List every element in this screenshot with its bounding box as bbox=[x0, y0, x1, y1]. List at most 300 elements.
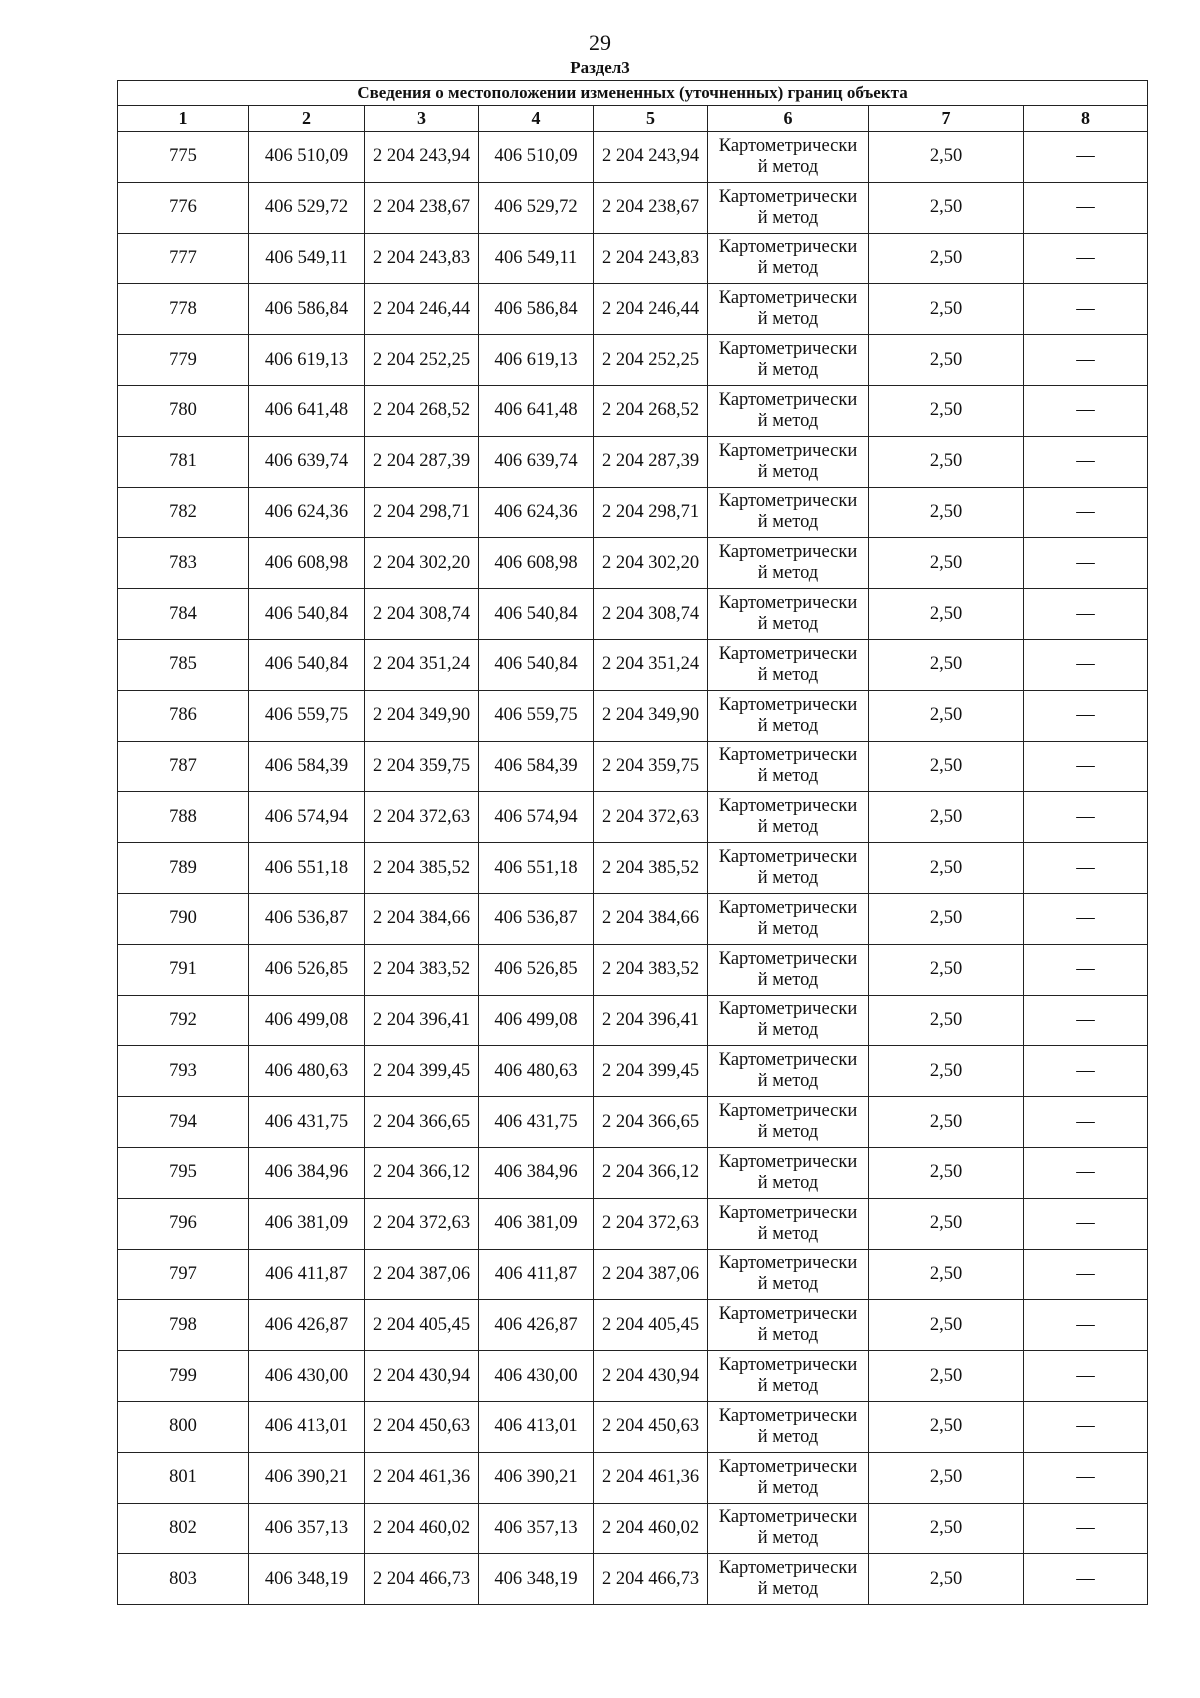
table-row bbox=[118, 893, 1148, 944]
method-text-line: й метод bbox=[757, 1020, 819, 1041]
x-coordinate-new-cell: 406 430,00 bbox=[479, 1351, 594, 1402]
point-number-cell: 793 bbox=[118, 1046, 249, 1097]
y-coordinate-new-cell: 2 204 366,65 bbox=[594, 1097, 708, 1148]
accuracy-cell: 2,50 bbox=[869, 1249, 1024, 1300]
accuracy-cell: 2,50 bbox=[869, 538, 1024, 589]
x-coordinate-new-cell: 406 586,84 bbox=[479, 284, 594, 335]
x-coordinate-new-cell: 406 540,84 bbox=[479, 639, 594, 690]
y-coordinate-new-cell: 2 204 461,36 bbox=[594, 1452, 708, 1503]
method-cell bbox=[708, 132, 869, 183]
x-coordinate-cell: 406 619,13 bbox=[249, 335, 365, 386]
y-coordinate-new-cell: 2 204 387,06 bbox=[594, 1249, 708, 1300]
method-text-line: Картометрически bbox=[718, 288, 858, 309]
point-number-cell: 776 bbox=[118, 182, 249, 233]
x-coordinate-new-cell: 406 411,87 bbox=[479, 1249, 594, 1300]
description-cell: — bbox=[1024, 589, 1148, 640]
y-coordinate-cell: 2 204 396,41 bbox=[365, 995, 479, 1046]
x-coordinate-new-cell: 406 499,08 bbox=[479, 995, 594, 1046]
x-coordinate-new-cell: 406 480,63 bbox=[479, 1046, 594, 1097]
y-coordinate-cell: 2 204 268,52 bbox=[365, 385, 479, 436]
accuracy-cell: 2,50 bbox=[869, 1503, 1024, 1554]
y-coordinate-new-cell: 2 204 366,12 bbox=[594, 1147, 708, 1198]
method-text-line: й метод bbox=[757, 1172, 819, 1193]
description-cell: — bbox=[1024, 1401, 1148, 1452]
x-coordinate-new-cell: 406 584,39 bbox=[479, 741, 594, 792]
y-coordinate-new-cell: 2 204 430,94 bbox=[594, 1351, 708, 1402]
description-cell: — bbox=[1024, 1097, 1148, 1148]
y-coordinate-cell: 2 204 384,66 bbox=[365, 893, 479, 944]
y-coordinate-cell: 2 204 252,25 bbox=[365, 335, 479, 386]
x-coordinate-cell: 406 549,11 bbox=[249, 233, 365, 284]
method-text-line: й метод bbox=[757, 868, 819, 889]
accuracy-cell: 2,50 bbox=[869, 792, 1024, 843]
page-number: 29 bbox=[589, 30, 611, 55]
y-coordinate-new-cell: 2 204 351,24 bbox=[594, 639, 708, 690]
method-cell bbox=[708, 487, 869, 538]
y-coordinate-cell: 2 204 387,06 bbox=[365, 1249, 479, 1300]
point-number-cell: 783 bbox=[118, 538, 249, 589]
accuracy-cell: 2,50 bbox=[869, 284, 1024, 335]
point-number-cell: 782 bbox=[118, 487, 249, 538]
accuracy-cell: 2,50 bbox=[869, 233, 1024, 284]
method-cell bbox=[708, 1503, 869, 1554]
accuracy-cell: 2,50 bbox=[869, 1300, 1024, 1351]
y-coordinate-cell: 2 204 308,74 bbox=[365, 589, 479, 640]
x-coordinate-cell: 406 559,75 bbox=[249, 690, 365, 741]
x-coordinate-cell: 406 574,94 bbox=[249, 792, 365, 843]
x-coordinate-new-cell: 406 390,21 bbox=[479, 1452, 594, 1503]
column-number: 5 bbox=[594, 106, 708, 132]
method-text-line: Картометрически bbox=[718, 1050, 858, 1071]
y-coordinate-cell: 2 204 383,52 bbox=[365, 944, 479, 995]
y-coordinate-cell: 2 204 372,63 bbox=[365, 792, 479, 843]
description-cell: — bbox=[1024, 741, 1148, 792]
method-text-line: й метод bbox=[757, 410, 819, 431]
y-coordinate-new-cell: 2 204 246,44 bbox=[594, 284, 708, 335]
accuracy-cell: 2,50 bbox=[869, 182, 1024, 233]
method-text-line: Картометрически bbox=[718, 135, 858, 156]
table-row bbox=[118, 1300, 1148, 1351]
x-coordinate-cell: 406 426,87 bbox=[249, 1300, 365, 1351]
method-text-line: Картометрически bbox=[718, 948, 858, 969]
y-coordinate-cell: 2 204 385,52 bbox=[365, 843, 479, 894]
y-coordinate-cell: 2 204 372,63 bbox=[365, 1198, 479, 1249]
method-text-line: Картометрически bbox=[718, 745, 858, 766]
description-cell: — bbox=[1024, 1452, 1148, 1503]
method-cell bbox=[708, 1401, 869, 1452]
method-text-line: й метод bbox=[757, 1579, 819, 1600]
column-number: 3 bbox=[365, 106, 479, 132]
table-row bbox=[118, 1401, 1148, 1452]
x-coordinate-cell: 406 540,84 bbox=[249, 589, 365, 640]
y-coordinate-new-cell: 2 204 308,74 bbox=[594, 589, 708, 640]
method-cell bbox=[708, 690, 869, 741]
method-text-line: Картометрически bbox=[718, 1405, 858, 1426]
description-cell: — bbox=[1024, 436, 1148, 487]
y-coordinate-cell: 2 204 243,94 bbox=[365, 132, 479, 183]
method-text-line: Картометрически bbox=[718, 491, 858, 512]
column-number: 2 bbox=[249, 106, 365, 132]
description-cell: — bbox=[1024, 487, 1148, 538]
table-row bbox=[118, 1198, 1148, 1249]
y-coordinate-cell: 2 204 366,65 bbox=[365, 1097, 479, 1148]
method-cell bbox=[708, 995, 869, 1046]
table-row bbox=[118, 1097, 1148, 1148]
method-cell bbox=[708, 1147, 869, 1198]
description-cell: — bbox=[1024, 843, 1148, 894]
table-row bbox=[118, 1554, 1148, 1605]
accuracy-cell: 2,50 bbox=[869, 1401, 1024, 1452]
y-coordinate-cell: 2 204 349,90 bbox=[365, 690, 479, 741]
point-number-cell: 790 bbox=[118, 893, 249, 944]
accuracy-cell: 2,50 bbox=[869, 1198, 1024, 1249]
method-text-line: й метод bbox=[757, 563, 819, 584]
y-coordinate-cell: 2 204 243,83 bbox=[365, 233, 479, 284]
method-cell bbox=[708, 233, 869, 284]
y-coordinate-cell: 2 204 359,75 bbox=[365, 741, 479, 792]
y-coordinate-new-cell: 2 204 243,83 bbox=[594, 233, 708, 284]
method-text-line: Картометрически bbox=[718, 694, 858, 715]
x-coordinate-cell: 406 499,08 bbox=[249, 995, 365, 1046]
x-coordinate-cell: 406 551,18 bbox=[249, 843, 365, 894]
y-coordinate-cell: 2 204 430,94 bbox=[365, 1351, 479, 1402]
y-coordinate-new-cell: 2 204 460,02 bbox=[594, 1503, 708, 1554]
x-coordinate-new-cell: 406 431,75 bbox=[479, 1097, 594, 1148]
x-coordinate-cell: 406 431,75 bbox=[249, 1097, 365, 1148]
method-text-line: й метод bbox=[757, 1376, 819, 1397]
point-number-cell: 787 bbox=[118, 741, 249, 792]
y-coordinate-cell: 2 204 461,36 bbox=[365, 1452, 479, 1503]
method-cell bbox=[708, 182, 869, 233]
point-number-cell: 775 bbox=[118, 132, 249, 183]
table-row bbox=[118, 690, 1148, 741]
method-cell bbox=[708, 335, 869, 386]
point-number-cell: 798 bbox=[118, 1300, 249, 1351]
method-text-line: Картометрически bbox=[718, 1253, 858, 1274]
x-coordinate-new-cell: 406 526,85 bbox=[479, 944, 594, 995]
description-cell: — bbox=[1024, 792, 1148, 843]
y-coordinate-cell: 2 204 287,39 bbox=[365, 436, 479, 487]
accuracy-cell: 2,50 bbox=[869, 893, 1024, 944]
method-text-line: й метод bbox=[757, 461, 819, 482]
y-coordinate-cell: 2 204 298,71 bbox=[365, 487, 479, 538]
y-coordinate-new-cell: 2 204 405,45 bbox=[594, 1300, 708, 1351]
accuracy-cell: 2,50 bbox=[869, 843, 1024, 894]
y-coordinate-new-cell: 2 204 466,73 bbox=[594, 1554, 708, 1605]
description-cell: — bbox=[1024, 1351, 1148, 1402]
method-text-line: Картометрически bbox=[718, 897, 858, 918]
point-number-cell: 799 bbox=[118, 1351, 249, 1402]
accuracy-cell: 2,50 bbox=[869, 436, 1024, 487]
table-row bbox=[118, 995, 1148, 1046]
point-number-cell: 778 bbox=[118, 284, 249, 335]
table-row bbox=[118, 589, 1148, 640]
y-coordinate-new-cell: 2 204 349,90 bbox=[594, 690, 708, 741]
x-coordinate-cell: 406 390,21 bbox=[249, 1452, 365, 1503]
method-cell bbox=[708, 284, 869, 335]
accuracy-cell: 2,50 bbox=[869, 1452, 1024, 1503]
point-number-cell: 794 bbox=[118, 1097, 249, 1148]
method-cell bbox=[708, 1046, 869, 1097]
point-number-cell: 785 bbox=[118, 639, 249, 690]
method-text-line: й метод bbox=[757, 156, 819, 177]
method-text-line: Картометрически bbox=[718, 1151, 858, 1172]
method-cell bbox=[708, 1554, 869, 1605]
method-text-line: й метод bbox=[757, 766, 819, 787]
x-coordinate-cell: 406 381,09 bbox=[249, 1198, 365, 1249]
y-coordinate-cell: 2 204 238,67 bbox=[365, 182, 479, 233]
point-number-cell: 788 bbox=[118, 792, 249, 843]
point-number-cell: 801 bbox=[118, 1452, 249, 1503]
y-coordinate-new-cell: 2 204 243,94 bbox=[594, 132, 708, 183]
table-row bbox=[118, 944, 1148, 995]
column-number-row bbox=[118, 106, 1148, 132]
description-cell: — bbox=[1024, 690, 1148, 741]
table-row bbox=[118, 1503, 1148, 1554]
x-coordinate-new-cell: 406 608,98 bbox=[479, 538, 594, 589]
x-coordinate-new-cell: 406 639,74 bbox=[479, 436, 594, 487]
method-cell bbox=[708, 436, 869, 487]
description-cell: — bbox=[1024, 233, 1148, 284]
y-coordinate-cell: 2 204 460,02 bbox=[365, 1503, 479, 1554]
table-row bbox=[118, 1046, 1148, 1097]
boundary-coordinates-table bbox=[117, 80, 1148, 1605]
method-cell bbox=[708, 893, 869, 944]
method-cell bbox=[708, 1452, 869, 1503]
accuracy-cell: 2,50 bbox=[869, 589, 1024, 640]
x-coordinate-cell: 406 529,72 bbox=[249, 182, 365, 233]
method-text-line: й метод bbox=[757, 1122, 819, 1143]
method-text-line: Картометрически bbox=[718, 542, 858, 563]
method-cell bbox=[708, 385, 869, 436]
point-number-cell: 797 bbox=[118, 1249, 249, 1300]
method-text-line: Картометрически bbox=[718, 1304, 858, 1325]
section-label: Раздел3 bbox=[570, 58, 630, 77]
method-text-line: й метод bbox=[757, 258, 819, 279]
x-coordinate-cell: 406 624,36 bbox=[249, 487, 365, 538]
table-row bbox=[118, 538, 1148, 589]
point-number-cell: 803 bbox=[118, 1554, 249, 1605]
method-cell bbox=[708, 792, 869, 843]
y-coordinate-new-cell: 2 204 385,52 bbox=[594, 843, 708, 894]
method-text-line: й метод bbox=[757, 1071, 819, 1092]
method-text-line: й метод bbox=[757, 664, 819, 685]
y-coordinate-new-cell: 2 204 302,20 bbox=[594, 538, 708, 589]
x-coordinate-new-cell: 406 529,72 bbox=[479, 182, 594, 233]
point-number-cell: 777 bbox=[118, 233, 249, 284]
x-coordinate-cell: 406 584,39 bbox=[249, 741, 365, 792]
x-coordinate-new-cell: 406 540,84 bbox=[479, 589, 594, 640]
method-cell bbox=[708, 1351, 869, 1402]
table-row bbox=[118, 792, 1148, 843]
x-coordinate-cell: 406 430,00 bbox=[249, 1351, 365, 1402]
y-coordinate-new-cell: 2 204 384,66 bbox=[594, 893, 708, 944]
accuracy-cell: 2,50 bbox=[869, 944, 1024, 995]
method-text-line: Картометрически bbox=[718, 1355, 858, 1376]
table-row bbox=[118, 436, 1148, 487]
method-text-line: й метод bbox=[757, 207, 819, 228]
method-cell bbox=[708, 944, 869, 995]
y-coordinate-new-cell: 2 204 298,71 bbox=[594, 487, 708, 538]
accuracy-cell: 2,50 bbox=[869, 741, 1024, 792]
y-coordinate-new-cell: 2 204 252,25 bbox=[594, 335, 708, 386]
method-text-line: Картометрически bbox=[718, 1558, 858, 1579]
accuracy-cell: 2,50 bbox=[869, 335, 1024, 386]
method-text-line: Картометрически bbox=[718, 796, 858, 817]
x-coordinate-new-cell: 406 624,36 bbox=[479, 487, 594, 538]
point-number-cell: 802 bbox=[118, 1503, 249, 1554]
method-cell bbox=[708, 1249, 869, 1300]
y-coordinate-cell: 2 204 302,20 bbox=[365, 538, 479, 589]
method-text-line: й метод bbox=[757, 1223, 819, 1244]
description-cell: — bbox=[1024, 944, 1148, 995]
description-cell: — bbox=[1024, 1198, 1148, 1249]
y-coordinate-new-cell: 2 204 372,63 bbox=[594, 1198, 708, 1249]
description-cell: — bbox=[1024, 1046, 1148, 1097]
method-text-line: й метод bbox=[757, 969, 819, 990]
accuracy-cell: 2,50 bbox=[869, 1097, 1024, 1148]
method-text-line: Картометрически bbox=[718, 1456, 858, 1477]
description-cell: — bbox=[1024, 1300, 1148, 1351]
method-text-line: й метод bbox=[757, 715, 819, 736]
method-text-line: й метод bbox=[757, 309, 819, 330]
y-coordinate-cell: 2 204 450,63 bbox=[365, 1401, 479, 1452]
method-cell bbox=[708, 1300, 869, 1351]
method-text-line: Картометрически bbox=[718, 1202, 858, 1223]
accuracy-cell: 2,50 bbox=[869, 487, 1024, 538]
description-cell: — bbox=[1024, 538, 1148, 589]
x-coordinate-new-cell: 406 559,75 bbox=[479, 690, 594, 741]
table-body bbox=[118, 81, 1148, 1605]
point-number-cell: 796 bbox=[118, 1198, 249, 1249]
point-number-cell: 779 bbox=[118, 335, 249, 386]
accuracy-cell: 2,50 bbox=[869, 385, 1024, 436]
x-coordinate-new-cell: 406 426,87 bbox=[479, 1300, 594, 1351]
method-text-line: Картометрически bbox=[718, 440, 858, 461]
method-cell bbox=[708, 1198, 869, 1249]
table-row bbox=[118, 182, 1148, 233]
x-coordinate-cell: 406 641,48 bbox=[249, 385, 365, 436]
description-cell: — bbox=[1024, 1554, 1148, 1605]
x-coordinate-cell: 406 357,13 bbox=[249, 1503, 365, 1554]
point-number-cell: 792 bbox=[118, 995, 249, 1046]
description-cell: — bbox=[1024, 1249, 1148, 1300]
method-text-line: й метод bbox=[757, 1274, 819, 1295]
table-row bbox=[118, 284, 1148, 335]
table-row bbox=[118, 1147, 1148, 1198]
method-cell bbox=[708, 639, 869, 690]
accuracy-cell: 2,50 bbox=[869, 1351, 1024, 1402]
method-text-line: Картометрически bbox=[718, 999, 858, 1020]
method-text-line: Картометрически bbox=[718, 186, 858, 207]
x-coordinate-cell: 406 384,96 bbox=[249, 1147, 365, 1198]
method-text-line: й метод bbox=[757, 918, 819, 939]
description-cell: — bbox=[1024, 182, 1148, 233]
x-coordinate-cell: 406 536,87 bbox=[249, 893, 365, 944]
method-text-line: Картометрически bbox=[718, 1101, 858, 1122]
accuracy-cell: 2,50 bbox=[869, 132, 1024, 183]
method-cell bbox=[708, 741, 869, 792]
description-cell: — bbox=[1024, 284, 1148, 335]
point-number-cell: 784 bbox=[118, 589, 249, 640]
x-coordinate-new-cell: 406 384,96 bbox=[479, 1147, 594, 1198]
method-text-line: й метод bbox=[757, 614, 819, 635]
point-number-cell: 800 bbox=[118, 1401, 249, 1452]
x-coordinate-cell: 406 413,01 bbox=[249, 1401, 365, 1452]
column-number: 7 bbox=[869, 106, 1024, 132]
y-coordinate-new-cell: 2 204 287,39 bbox=[594, 436, 708, 487]
y-coordinate-new-cell: 2 204 383,52 bbox=[594, 944, 708, 995]
column-number: 6 bbox=[708, 106, 869, 132]
method-text-line: Картометрически bbox=[718, 1507, 858, 1528]
x-coordinate-cell: 406 411,87 bbox=[249, 1249, 365, 1300]
table-row bbox=[118, 843, 1148, 894]
method-cell bbox=[708, 589, 869, 640]
x-coordinate-cell: 406 639,74 bbox=[249, 436, 365, 487]
x-coordinate-cell: 406 586,84 bbox=[249, 284, 365, 335]
y-coordinate-cell: 2 204 405,45 bbox=[365, 1300, 479, 1351]
x-coordinate-new-cell: 406 574,94 bbox=[479, 792, 594, 843]
x-coordinate-new-cell: 406 357,13 bbox=[479, 1503, 594, 1554]
point-number-cell: 786 bbox=[118, 690, 249, 741]
method-text-line: Картометрически bbox=[718, 643, 858, 664]
table-row bbox=[118, 1249, 1148, 1300]
x-coordinate-new-cell: 406 551,18 bbox=[479, 843, 594, 894]
y-coordinate-new-cell: 2 204 268,52 bbox=[594, 385, 708, 436]
table-row bbox=[118, 1452, 1148, 1503]
method-cell bbox=[708, 843, 869, 894]
y-coordinate-new-cell: 2 204 238,67 bbox=[594, 182, 708, 233]
accuracy-cell: 2,50 bbox=[869, 995, 1024, 1046]
description-cell: — bbox=[1024, 385, 1148, 436]
x-coordinate-cell: 406 526,85 bbox=[249, 944, 365, 995]
x-coordinate-new-cell: 406 381,09 bbox=[479, 1198, 594, 1249]
method-text-line: Картометрически bbox=[718, 237, 858, 258]
description-cell: — bbox=[1024, 893, 1148, 944]
method-text-line: й метод bbox=[757, 817, 819, 838]
method-text-line: Картометрически bbox=[718, 389, 858, 410]
x-coordinate-cell: 406 540,84 bbox=[249, 639, 365, 690]
y-coordinate-new-cell: 2 204 399,45 bbox=[594, 1046, 708, 1097]
accuracy-cell: 2,50 bbox=[869, 1046, 1024, 1097]
x-coordinate-cell: 406 510,09 bbox=[249, 132, 365, 183]
y-coordinate-cell: 2 204 466,73 bbox=[365, 1554, 479, 1605]
x-coordinate-new-cell: 406 536,87 bbox=[479, 893, 594, 944]
method-text-line: й метод bbox=[757, 360, 819, 381]
y-coordinate-cell: 2 204 246,44 bbox=[365, 284, 479, 335]
x-coordinate-new-cell: 406 641,48 bbox=[479, 385, 594, 436]
table-title-row bbox=[118, 81, 1148, 106]
y-coordinate-cell: 2 204 351,24 bbox=[365, 639, 479, 690]
accuracy-cell: 2,50 bbox=[869, 639, 1024, 690]
table-row bbox=[118, 335, 1148, 386]
accuracy-cell: 2,50 bbox=[869, 690, 1024, 741]
x-coordinate-cell: 406 348,19 bbox=[249, 1554, 365, 1605]
point-number-cell: 781 bbox=[118, 436, 249, 487]
description-cell: — bbox=[1024, 132, 1148, 183]
y-coordinate-cell: 2 204 399,45 bbox=[365, 1046, 479, 1097]
description-cell: — bbox=[1024, 335, 1148, 386]
point-number-cell: 795 bbox=[118, 1147, 249, 1198]
method-cell bbox=[708, 1097, 869, 1148]
method-text-line: Картометрически bbox=[718, 339, 858, 360]
column-number: 4 bbox=[479, 106, 594, 132]
x-coordinate-new-cell: 406 348,19 bbox=[479, 1554, 594, 1605]
table-row bbox=[118, 639, 1148, 690]
method-cell bbox=[708, 538, 869, 589]
y-coordinate-cell: 2 204 366,12 bbox=[365, 1147, 479, 1198]
point-number-cell: 789 bbox=[118, 843, 249, 894]
